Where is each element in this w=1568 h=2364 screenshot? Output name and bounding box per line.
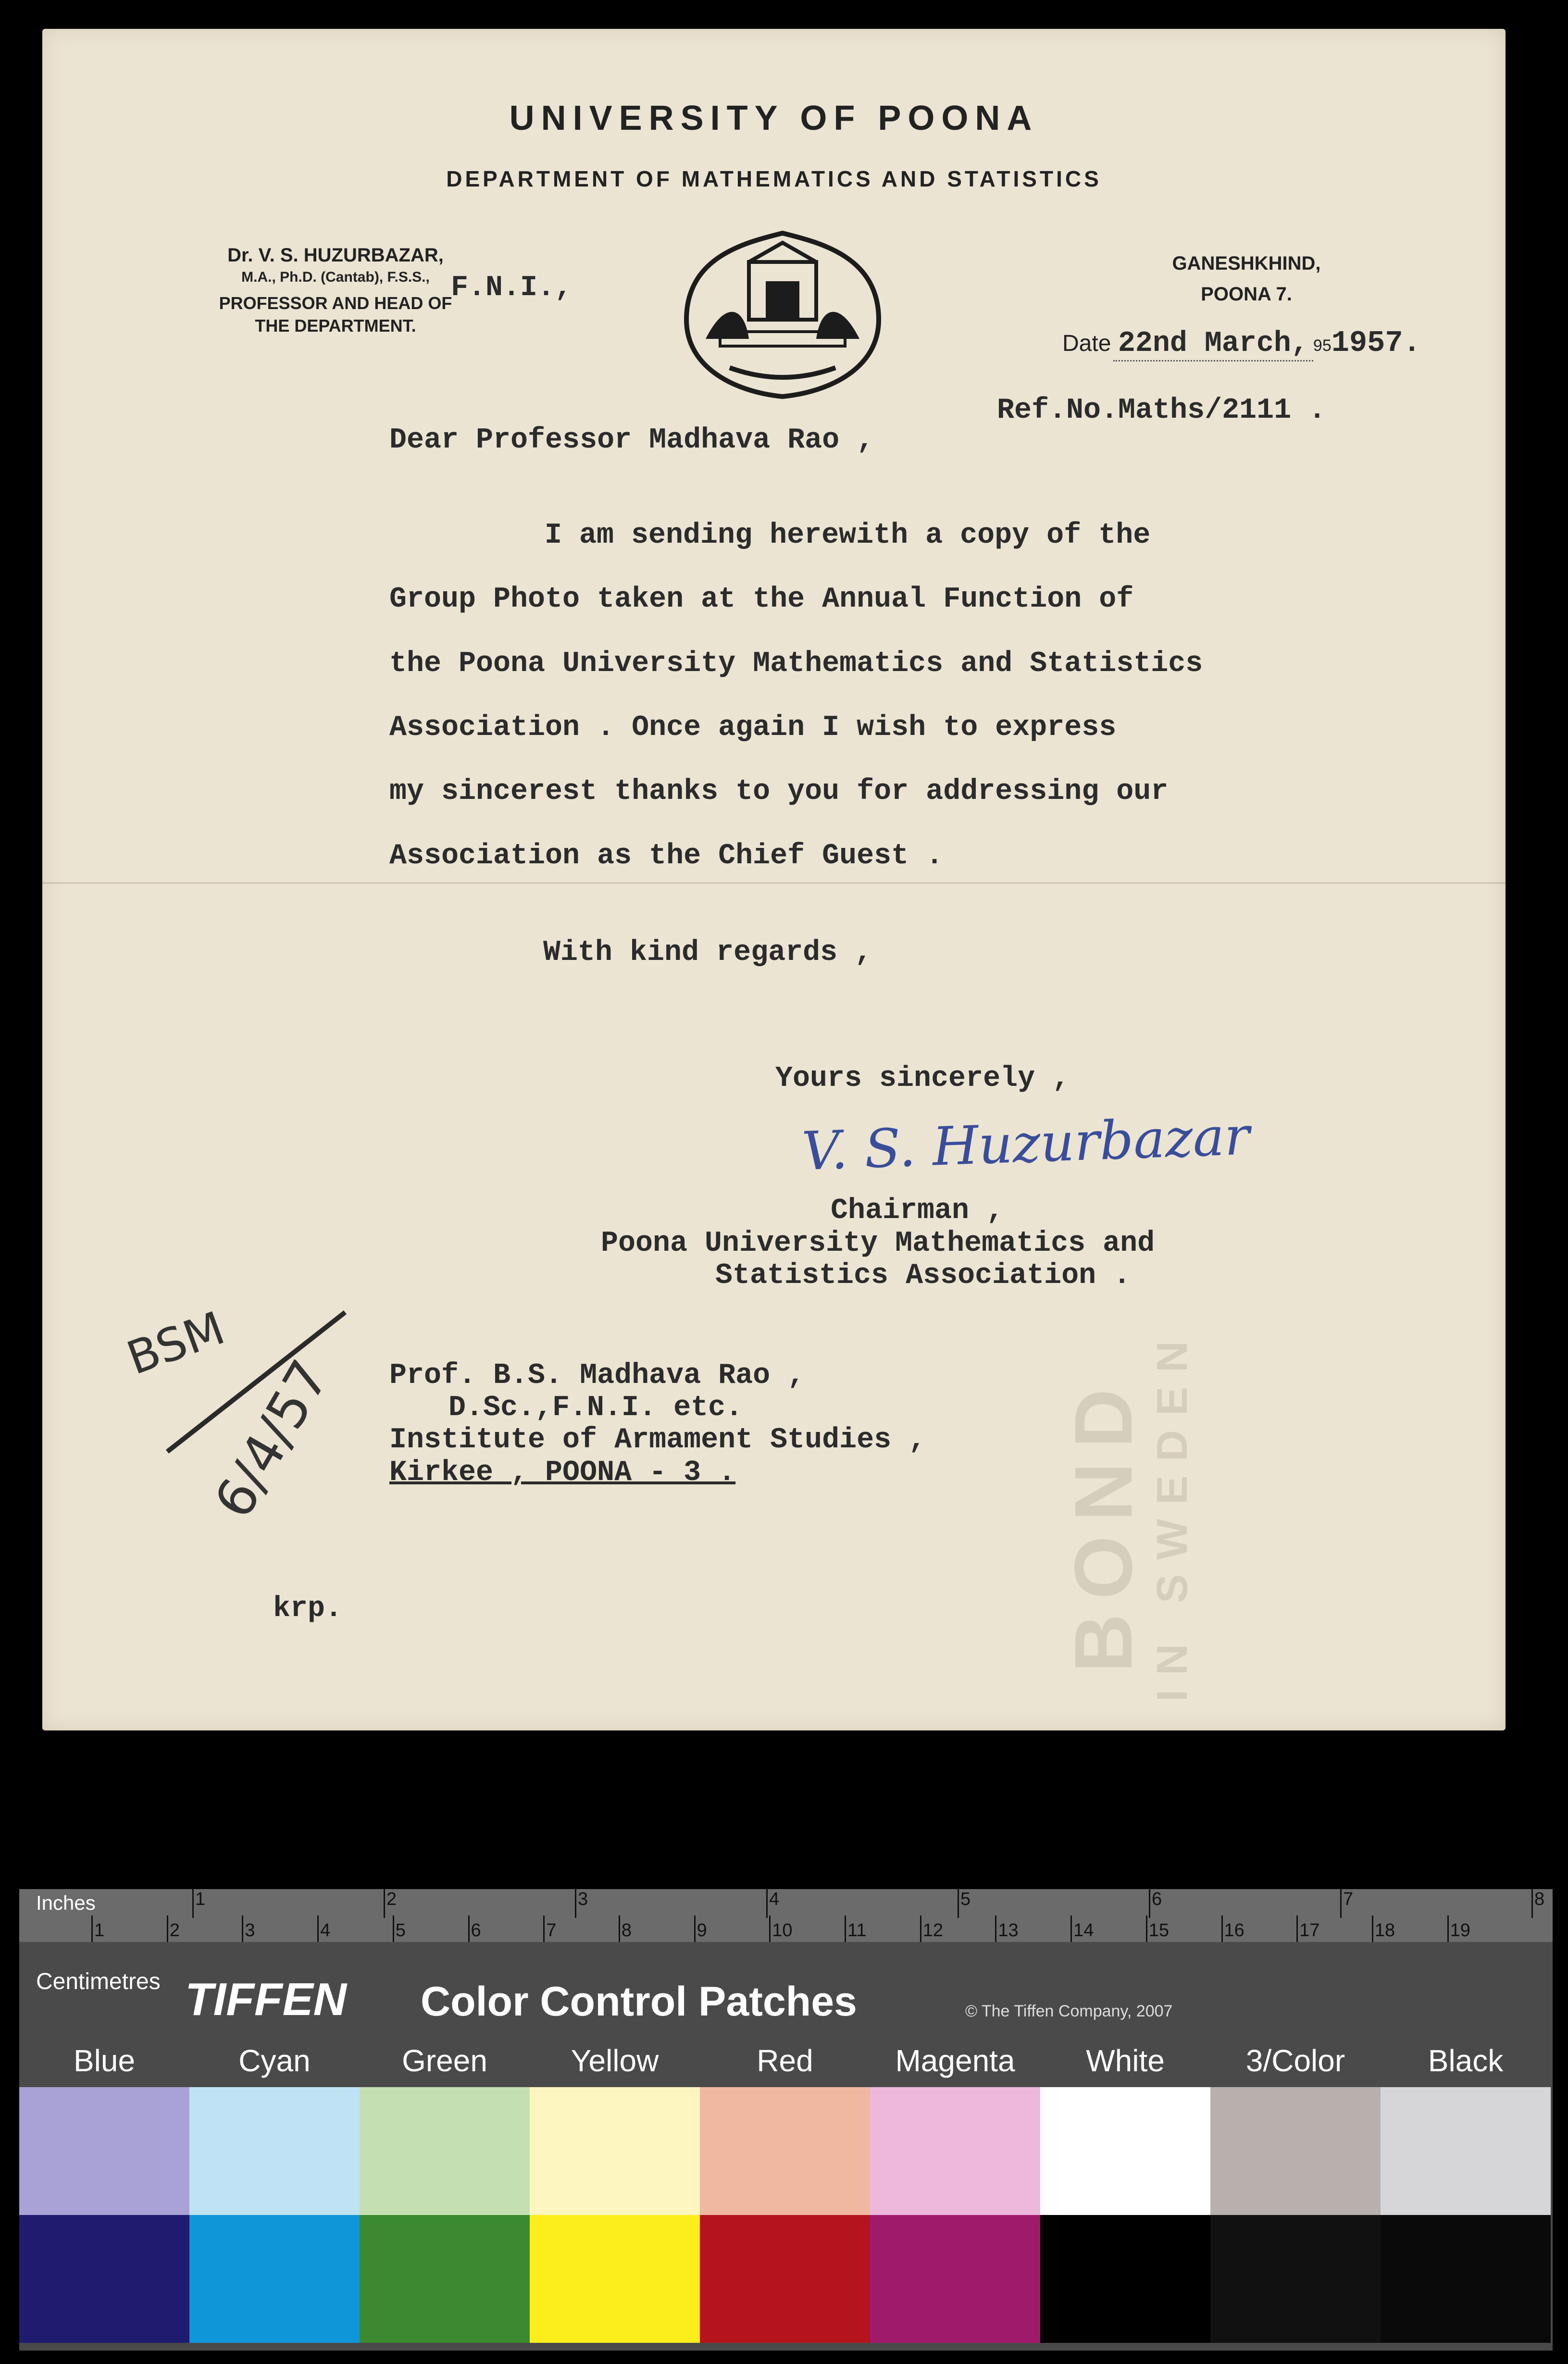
sender-name: Dr. V. S. HUZURBAZAR, [227, 245, 444, 266]
inch-tick [766, 1889, 768, 1918]
cm-tick [845, 1916, 846, 1942]
date-label: Date [1062, 331, 1111, 356]
signer-role: Chairman , [831, 1194, 1004, 1227]
patch-light [1381, 2087, 1551, 2215]
salutation: Dear Professor Madhava Rao , [389, 424, 874, 457]
patch-light [700, 2087, 870, 2215]
patch-dark [1381, 2215, 1551, 2343]
inch-number: 1 [195, 1889, 206, 1909]
cm-number: 17 [1299, 1920, 1320, 1941]
patch-dark [1210, 2215, 1381, 2343]
patch-label: Green [402, 2043, 487, 2078]
cm-tick [769, 1916, 771, 1942]
cm-tick [543, 1916, 545, 1942]
centimetres-label: Centimetres [36, 1969, 161, 1994]
cm-tick [920, 1916, 921, 1942]
cm-number: 8 [621, 1920, 632, 1941]
recipient-line-3: Institute of Armament Studies , [389, 1424, 926, 1456]
department-title: DEPARTMENT OF MATHEMATICS AND STATISTICS [446, 166, 1102, 191]
cm-number: 15 [1148, 1920, 1170, 1941]
inch-number: 3 [578, 1889, 588, 1909]
cm-number: 18 [1374, 1920, 1395, 1941]
university-crest-icon [677, 228, 888, 401]
patch-light [189, 2087, 360, 2215]
cm-number: 4 [320, 1920, 331, 1941]
paper-fold [42, 882, 1506, 884]
signature: V. S. Huzurbazar [801, 1105, 1251, 1182]
closing: Yours sincerely , [775, 1062, 1070, 1095]
inch-number: 7 [1343, 1889, 1354, 1909]
patch-light [530, 2087, 700, 2215]
patch-label: Red [757, 2043, 813, 2078]
signer-org-1: Poona University Mathematics and [601, 1227, 1155, 1260]
cm-number: 19 [1450, 1920, 1470, 1941]
cm-number: 2 [169, 1920, 180, 1941]
cm-number: 10 [772, 1920, 793, 1941]
cm-tick [995, 1916, 996, 1942]
cm-tick [1372, 1916, 1373, 1942]
cm-tick [1296, 1916, 1298, 1942]
patch-label: Yellow [571, 2043, 659, 2078]
body-line-4: Association . Once again I wish to express [389, 711, 1117, 744]
date-year: 1957. [1331, 326, 1421, 360]
cm-number: 13 [998, 1920, 1019, 1941]
inch-tick [384, 1889, 385, 1918]
inch-number: 6 [1152, 1889, 1162, 1909]
date-prefix: 95 [1313, 336, 1332, 355]
cm-tick [1070, 1916, 1072, 1942]
date-value: 22nd March, [1113, 327, 1313, 361]
sender-degrees: M.A., Ph.D. (Cantab), F.S.S., [241, 269, 430, 285]
cm-number: 9 [697, 1920, 707, 1941]
cm-tick [468, 1916, 470, 1942]
reference-number: Ref.No.Maths/2111 . [997, 394, 1326, 427]
cm-tick [91, 1916, 93, 1942]
typist-initials: krp. [273, 1593, 343, 1625]
sender-title-1: PROFESSOR AND HEAD OF [219, 293, 452, 313]
recipient-line-2: D.Sc.,F.N.I. etc. [448, 1392, 743, 1424]
patch-light [870, 2087, 1040, 2215]
signer-org-2: Statistics Association . [715, 1259, 1131, 1292]
cm-number: 11 [847, 1920, 867, 1941]
patch-label: Magenta [895, 2043, 1015, 2078]
sender-fni: F.N.I., [451, 272, 572, 304]
cm-number: 5 [395, 1920, 406, 1941]
address-line-1: GANESHKHIND, [1172, 253, 1321, 274]
address-line-2: POONA 7. [1201, 284, 1292, 305]
patch-dark [700, 2215, 870, 2343]
patch-label: Blue [73, 2043, 136, 2078]
inches-label: Inches [36, 1891, 96, 1914]
cm-number: 14 [1073, 1920, 1094, 1941]
inch-number: 4 [769, 1889, 780, 1909]
cm-tick [1447, 1916, 1449, 1942]
sender-title-2: THE DEPARTMENT. [255, 315, 416, 336]
body-line-1: I am sending herewith a copy of the [545, 519, 1151, 552]
cm-number: 6 [471, 1920, 481, 1941]
cm-tick [167, 1916, 168, 1942]
patch-dark [189, 2215, 360, 2343]
patch-light [19, 2087, 189, 2215]
cm-tick [619, 1916, 620, 1942]
watermark-sweden: IN SWEDEN [1148, 1326, 1196, 1702]
inch-tick [1340, 1889, 1342, 1918]
patch-dark [360, 2215, 530, 2343]
patch-label: Black [1428, 2043, 1504, 2078]
cm-tick [694, 1916, 696, 1942]
letter-page [42, 29, 1506, 1730]
patch-light [1040, 2087, 1210, 2215]
inch-tick [958, 1889, 959, 1918]
inch-tick [192, 1889, 194, 1918]
cm-number: 3 [245, 1920, 255, 1941]
pencil-date: 6/4/57 [202, 1350, 341, 1529]
body-line-6: Association as the Chief Guest . [389, 840, 944, 872]
cm-number: 1 [94, 1920, 105, 1941]
watermark-bond: BOND [1058, 1374, 1149, 1673]
inch-number: 2 [386, 1889, 397, 1909]
patch-label: 3/Color [1245, 2043, 1345, 2078]
patch-label: White [1086, 2043, 1165, 2078]
recipient-line-1: Prof. B.S. Madhava Rao , [389, 1359, 805, 1392]
color-control-target [19, 1889, 1553, 2351]
inch-number: 8 [1534, 1889, 1545, 1909]
cm-number: 16 [1224, 1920, 1244, 1941]
patch-dark [530, 2215, 700, 2343]
inch-number: 5 [960, 1889, 971, 1909]
target-title: Color Control Patches [421, 1978, 857, 2025]
patch-dark [870, 2215, 1040, 2343]
address-block [1138, 251, 1355, 307]
date-line [1062, 326, 1421, 360]
cm-tick [1146, 1916, 1147, 1942]
patch-light [1210, 2087, 1381, 2215]
patch-dark [1040, 2215, 1210, 2343]
cm-tick [393, 1916, 394, 1942]
body-line-2: Group Photo taken at the Annual Function of [389, 583, 1134, 616]
cm-tick [1221, 1916, 1223, 1942]
pencil-initials: BSM [120, 1302, 232, 1385]
recipient-line-4: Kirkee , POONA - 3 . [389, 1456, 736, 1489]
cm-tick [317, 1916, 319, 1942]
inch-tick [1531, 1889, 1533, 1918]
body-line-3: the Poona University Mathematics and Statistics [389, 647, 1203, 680]
patch-dark [19, 2215, 189, 2343]
copyright-text: © The Tiffen Company, 2007 [965, 2002, 1173, 2020]
inch-tick [1149, 1889, 1150, 1918]
cm-tick [242, 1916, 243, 1942]
regards: With kind regards , [543, 936, 872, 969]
tiffen-logo: TIFFEN [185, 1974, 347, 2025]
inch-tick [575, 1889, 576, 1918]
body-line-5: my sincerest thanks to you for addressing our [389, 775, 1169, 808]
university-title: UNIVERSITY OF POONA [509, 99, 1039, 137]
cm-number: 12 [922, 1920, 943, 1941]
cm-number: 7 [546, 1920, 557, 1941]
patch-light [360, 2087, 530, 2215]
patch-label: Cyan [238, 2043, 311, 2078]
